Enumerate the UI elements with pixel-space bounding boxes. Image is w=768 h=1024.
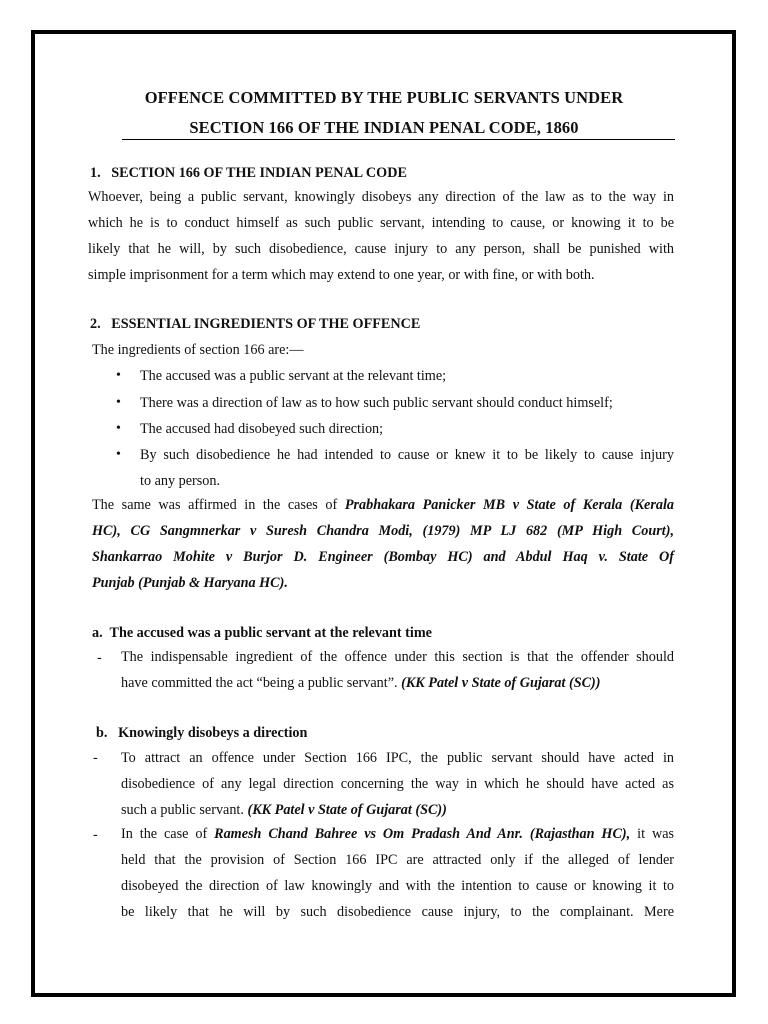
dash-marker: - [93, 827, 98, 843]
section-1-body [88, 184, 674, 288]
case-citation: HC), CG Sangmnerkar v Suresh Chandra Modi, (1979) MP LJ 682 (MP High Court), [92, 523, 674, 539]
section-1-line: Whoever, being a public servant, knowingly disobeys any direction of the law as to the way in [88, 189, 674, 205]
section-1-line: likely that he will, by such disobedience, cause injury to any person, shall be punished with [88, 241, 674, 257]
case-citation: Punjab (Punjab & Haryana HC). [92, 575, 288, 591]
document-title-line-2: SECTION 166 OF THE INDIAN PENAL CODE, 1860 [189, 118, 579, 137]
bullet-dot-icon: • [116, 447, 121, 462]
subsection-a-body: The indispensable ingredient of the offence under this section is that the offender should have committed the act “being a public servant”. (KK Patel v State of Gujarat (SC)) [121, 649, 674, 691]
bullet-dot-icon: • [116, 368, 121, 383]
section-2-heading: 2. ESSENTIAL INGREDIENTS OF THE OFFENCE [90, 316, 421, 332]
case-citation: Shankarrao Mohite v Burjor D. Engineer (Bombay HC) and Abdul Haq v. State Of [92, 549, 674, 565]
dash-marker: - [93, 750, 98, 766]
subsection-b-paragraph-1: To attract an offence under Section 166 IPC, the public servant should have acted in disobedience of any legal direction concerning the way in which he should have acted as such a public servant. (KK Patel v State of Gujarat (SC)) [121, 750, 674, 818]
ingredients-intro: The ingredients of section 166 are:— [92, 342, 304, 358]
case-citation: (KK Patel v State of Gujarat (SC)) [247, 802, 447, 818]
subsection-b-paragraph-2: In the case of Ramesh Chand Bahree vs Om Pradash And Anr. (Rajasthan HC), it was held that the provision of Section 166 IPC are attracted only if the alleged of lender disobeyed the direction of law knowingly and with the intention to cause or knowing it to be likely that he will by such disobedience cause injury, to the complainant. Mere [121, 826, 675, 920]
section-1-line: simple imprisonment for a term which may extend to one year, or with fine, or with both. [88, 267, 595, 283]
ingredient-bullet-continuation: to any person. [140, 473, 220, 489]
section-1-heading: 1. SECTION 166 OF THE INDIAN PENAL CODE [90, 165, 407, 181]
title-underline [122, 139, 675, 140]
case-citation: Prabhakara Panicker MB v State of Kerala (Kerala [344, 497, 674, 513]
bullet-dot-icon: • [116, 421, 121, 436]
subsection-a-heading: a. The accused was a public servant at the relevant time [92, 625, 432, 641]
dash-marker: - [97, 650, 102, 666]
bullet-dot-icon: • [116, 395, 121, 410]
affirmed-cases-paragraph: The same was affirmed in the cases of Prabhakara Panicker MB v State of Kerala (Kerala HC), CG Sangmnerkar v Suresh Chandra Modi, (1979) MP LJ 682 (MP High Court), Shankarrao Mohite v Burjor D. Engineer (Bombay HC) and Abdul Haq v. State Of Punjab (Punjab & Haryana HC). [92, 492, 674, 596]
case-citation: (KK Patel v State of Gujarat (SC)) [401, 675, 601, 691]
section-1-line: which he is to conduct himself as such public servant, intending to cause, or knowing it to be [88, 215, 674, 231]
case-citation: Ramesh Chand Bahree vs Om Pradash And Anr. (Rajasthan HC), [214, 826, 631, 842]
document-title-line-1: OFFENCE COMMITTED BY THE PUBLIC SERVANTS UNDER [144, 88, 624, 107]
subsection-b-heading: b. Knowingly disobeys a direction [96, 725, 308, 741]
